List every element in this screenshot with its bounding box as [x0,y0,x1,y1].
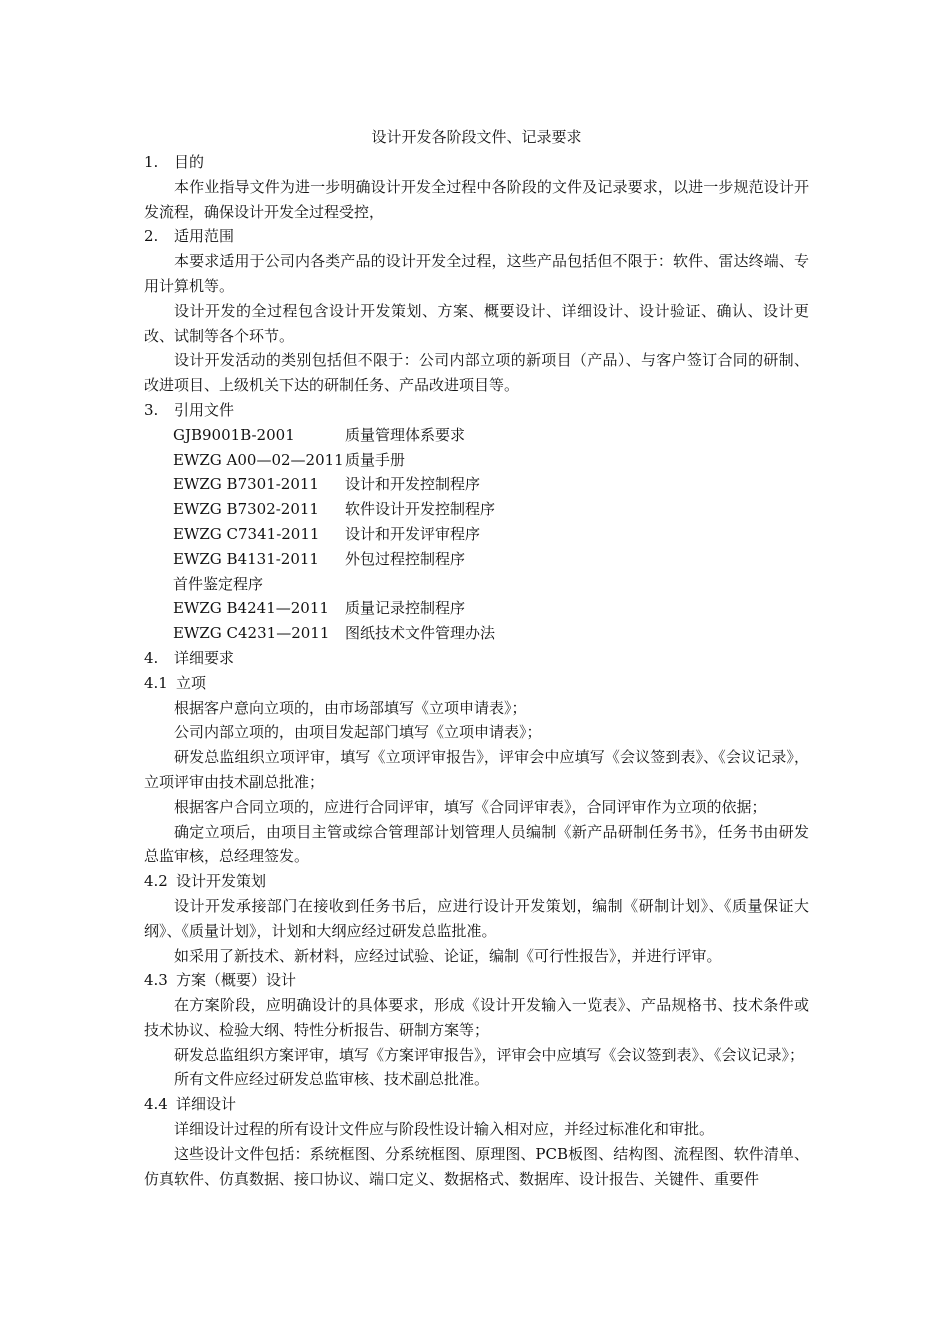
reference-item [144,448,809,473]
paragraph: 这些设计文件包括：系统框图、分系统框图、原理图、PCB板图、结构图、流程图、软件清单、仿真软件、仿真数据、接口协议、端口定义、数据格式、数据库、设计报告、关键件、重要件 [144,1144,809,1188]
reference-list [144,423,809,646]
reference-name: 设计和开发控制程序 [345,475,481,494]
subsection-heading-4-1 [144,671,809,696]
paragraph: 设计开发承接部门在接收到任务书后，应进行设计开发策划，编制《研制计划》、《质量保证大纲》、《质量计划》，计划和大纲应经过研发总监批准。 [144,896,809,940]
reference-item [144,621,809,646]
section-label: 详细要求 [174,648,235,667]
reference-item [144,522,809,547]
subsection-heading-4-2 [144,869,809,894]
paragraph: 在方案阶段，应明确设计的具体要求，形成《设计开发输入一览表》、产品规格书、技术条件或技术协议、检验大纲、特性分析报告、研制方案等； [144,996,809,1039]
paragraph: 本作业指导文件为进一步明确设计开发全过程中各阶段的文件及记录要求，以进一步规范设计开发流程，确保设计开发全过程受控， [144,177,809,221]
subsection-number: 4.3 [144,971,168,990]
reference-code: GJB9001B-2001 [173,425,295,444]
reference-name: 质量管理体系要求 [345,425,466,444]
reference-code: EWZG A00—02—2011 [173,450,344,469]
paragraph: 设计开发活动的类别包括但不限于：公司内部立项的新项目（产品）、与客户签订合同的研制、改进项目、上级机关下达的研制任务、产品改进项目等。 [144,351,809,395]
paragraph: 公司内部立项的，由项目发起部门填写《立项申请表》； [174,723,542,742]
reference-name: 首件鉴定程序 [173,574,264,593]
section-heading-1 [144,150,809,175]
paragraph: 根据客户意向立项的，由市场部填写《立项申请表》； [174,698,527,717]
reference-item [144,547,809,572]
section-number: 4. [144,648,159,667]
section-heading-2 [144,224,809,249]
paragraph: 确定立项后，由项目主管或综合管理部计划管理人员编制《新产品研制任务书》，任务书由研发总监审核，总经理签发。 [144,822,809,866]
section-number: 1. [144,153,159,171]
reference-name: 软件设计开发控制程序 [345,500,496,519]
reference-item [144,596,809,621]
section-number: 2. [144,227,159,246]
subsection-label: 详细设计 [176,1095,237,1114]
section-label: 适用范围 [174,227,235,246]
subsection-heading-4-4 [144,1092,809,1117]
paragraph: 所有文件应经过研发总监审核、技术副总批准。 [174,1070,490,1089]
reference-item [144,572,809,597]
reference-code: EWZG B4241—2011 [173,599,329,618]
paragraph: 设计开发的全过程包含设计开发策划、方案、概要设计、详细设计、设计验证、确认、设计更改、试制等各个环节。 [144,301,809,345]
reference-name: 图纸技术文件管理办法 [345,624,496,643]
paragraph: 详细设计过程的所有设计文件应与阶段性设计输入相对应，并经过标准化和审批。 [174,1120,715,1139]
reference-name: 质量手册 [345,450,406,469]
reference-code: EWZG C4231—2011 [173,624,330,643]
reference-code: EWZG B4131-2011 [173,549,319,568]
paragraph: 根据客户合同立项的，应进行合同评审，填写《合同评审表》，合同评审作为立项的依据； [174,797,767,816]
reference-item [144,497,809,522]
paragraph: 研发总监组织立项评审，填写《立项评审报告》，评审会中应填写《会议签到表》、《会议记录》，立项评审由技术副总批准； [144,748,809,791]
reference-item [144,423,809,448]
reference-code: EWZG B7302-2011 [173,500,319,519]
paragraph: 本要求适用于公司内各类产品的设计开发全过程，这些产品包括但不限于：软件、雷达终端、专用计算机等。 [144,252,809,295]
section-label: 引用文件 [174,400,235,419]
reference-name: 质量记录控制程序 [345,599,466,618]
section-label: 目的 [174,153,205,171]
section-heading-4 [144,646,809,671]
reference-name: 设计和开发评审程序 [345,524,481,543]
subsection-number: 4.2 [144,872,168,891]
paragraph: 研发总监组织方案评审，填写《方案评审报告》，评审会中应填写《会议签到表》、《会议记录》； [174,1045,805,1064]
document-body [144,124,809,1191]
section-number: 3. [144,400,159,419]
reference-code: EWZG C7341-2011 [173,524,320,543]
subsection-heading-4-3 [144,968,809,993]
reference-item [144,472,809,497]
subsection-label: 设计开发策划 [176,872,267,891]
document-title: 设计开发各阶段文件、记录要求 [371,128,582,146]
subsection-label: 方案（概要）设计 [176,971,297,990]
subsection-label: 立项 [176,673,207,692]
subsection-number: 4.4 [144,1095,168,1114]
section-heading-3 [144,398,809,423]
subsection-number: 4.1 [144,673,168,692]
reference-name: 外包过程控制程序 [345,549,466,568]
reference-code: EWZG B7301-2011 [173,475,319,494]
paragraph: 如采用了新技术、新材料，应经过试验、论证，编制《可行性报告》，并进行评审。 [174,946,722,965]
